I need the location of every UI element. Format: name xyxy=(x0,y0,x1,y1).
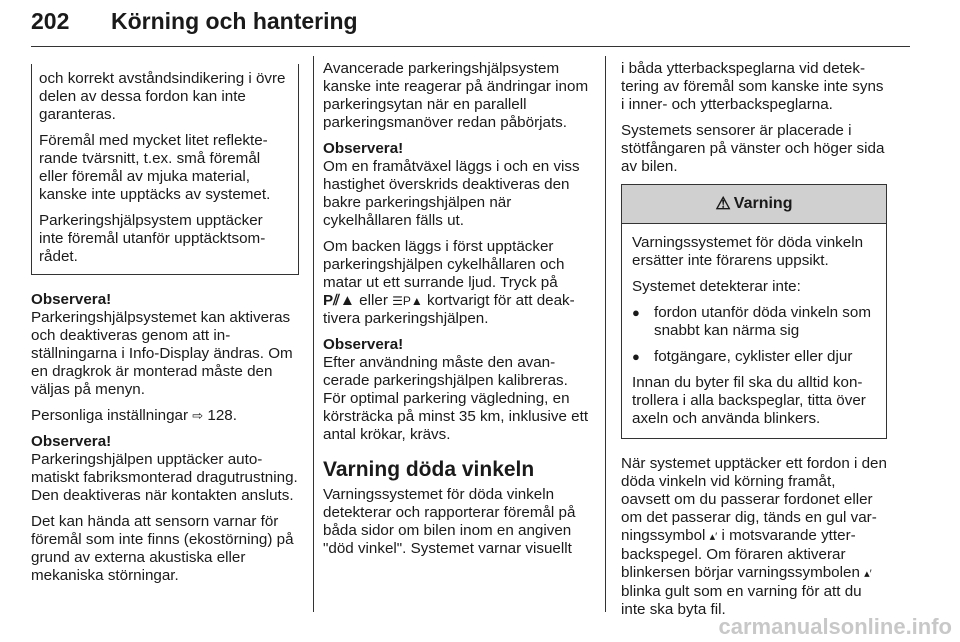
paragraph xyxy=(621,455,887,619)
page-number: 202 xyxy=(31,8,70,34)
paragraph: Systemets sensorer är placerade i stötfångaren på vänster och höger sida av bilen. xyxy=(621,122,885,175)
reference-arrow-icon: ⇨ xyxy=(192,408,204,423)
warning-triangle-icon: ⚠ xyxy=(715,194,731,213)
watermark: carmanualsonline.info xyxy=(718,614,952,639)
box-paragraph: och korrekt avståndsindikering i övre delen av dessa fordon kan inte garanteras. xyxy=(39,70,286,123)
paragraph-text: blinka gult som en varning för att du inte ska byta fil. xyxy=(621,583,862,618)
note-text: Om en framåtväxel läggs i och en viss hastighet överskrids deaktiveras den bakre parkeringshjälpen när cykelhållaren fälls ut. xyxy=(323,158,580,229)
paragraph-text: eller xyxy=(359,292,388,309)
list-item-text: fotgängare, cyklister eller djur xyxy=(654,348,853,365)
paragraph: i båda ytterbackspeglarna vid detektering av föremål som kanske inte syns i inner- och ytterbackspeglarna. xyxy=(621,60,884,113)
warning-box xyxy=(621,184,887,439)
box-paragraph: Föremål med mycket litet reflekterande tvärsnitt, t.ex. små föremål eller föremål av mjuka material, kanske inte upptäcks av systemet. xyxy=(39,132,271,203)
continued-note-box xyxy=(31,64,299,275)
paragraph: Avancerade parkeringshjälpsystem kanske inte reagerar på ändringar inom parkeringsytan när en parallell parkeringsmanöver redan påbörjats. xyxy=(323,60,589,131)
section-title: Körning och hantering xyxy=(111,8,358,34)
blind-spot-symbol-icon: ▴′ xyxy=(864,568,872,580)
paragraph-text: i motsvarande ytterbackspegel. Om föraren aktiverar blinkersen börjar varningssymbolen xyxy=(621,527,860,581)
reference-page: 128. xyxy=(207,407,237,424)
box-paragraph: Parkeringshjälpsystem upptäcker inte föremål utanför upptäcktsområdet. xyxy=(39,212,266,265)
blind-spot-symbol-icon: ▴′ xyxy=(709,531,718,543)
warning-paragraph: Innan du byter fil ska du alltid kontrollera i alla backspeglar, titta över axeln och använda blinkers. xyxy=(632,374,866,427)
warning-paragraph: Systemet detekterar inte: xyxy=(632,278,801,295)
bullet-icon: ● xyxy=(632,349,640,364)
note-text: Parkeringshjälpsystemet kan aktiveras och deaktiveras genom att inställningarna i Info-Display ändras. Om en dragkrok är monterad måste den väljas på menyn. xyxy=(31,309,293,398)
note-label: Observera! xyxy=(31,291,112,308)
note-text: Efter användning måste den avancerade parkeringshjälpen kalibreras. För optimal parkering vägledning, en körsträcka på minst 35 km, inklusive ett antal krökar, krävs. xyxy=(323,354,589,443)
paragraph-text: När systemet upptäcker ett fordon i den döda vinkeln vid körning framåt, oavsett om du passerar fordonet eller om det passerar dig, tänds en gul varningssymbol xyxy=(621,455,887,544)
warning-header xyxy=(622,185,886,224)
bullet-icon: ● xyxy=(632,305,640,320)
column-2 xyxy=(323,60,593,566)
list-item xyxy=(632,304,876,340)
reference-text: Personliga inställningar xyxy=(31,407,189,424)
section-heading: Varning döda vinkeln xyxy=(323,458,535,481)
column-1 xyxy=(31,64,299,593)
list-item xyxy=(632,348,876,366)
note-label: Observera! xyxy=(323,336,404,353)
paragraph: Det kan hända att sensorn varnar för föremål som inte finns (ekostörning) på grund av externa akustiska eller mekaniska störningar. xyxy=(31,513,294,584)
cross-reference xyxy=(31,407,299,425)
list-item-text: fordon utanför döda vinkeln som snabbt kan närma sig xyxy=(654,304,871,339)
column-separator-1 xyxy=(313,56,314,612)
warning-body xyxy=(622,224,886,438)
note-text: Parkeringshjälpen upptäcker automatiskt fabriksmonterad dragutrustning. Den deaktiveras när kontakten ansluts. xyxy=(31,451,298,504)
paragraph xyxy=(323,238,593,328)
page-header xyxy=(31,6,911,46)
warning-paragraph: Varningssystemet för döda vinkeln ersätter inte förarens uppsikt. xyxy=(632,234,864,269)
paragraph-text: Om backen läggs i först upptäcker parkeringshjälpen cykelhållaren och matar ut ett surrande ljud. Tryck på xyxy=(323,238,565,291)
paragraph-text: kortvarigt för att deaktivera parkeringshjälpen. xyxy=(323,292,575,327)
note-label: Observera! xyxy=(31,433,112,450)
paragraph: Varningssystemet för döda vinkeln detekterar och rapporterar föremål på båda sidor om bilen inom en angiven "död vinkel". Systemet varnar visuellt xyxy=(323,486,576,557)
note-label: Observera! xyxy=(323,140,404,157)
advanced-park-assist-button-icon: ☰P▲ xyxy=(392,294,423,308)
header-rule xyxy=(31,46,910,47)
column-separator-2 xyxy=(605,56,606,612)
column-3 xyxy=(621,60,887,627)
warning-title: Varning xyxy=(733,195,793,212)
park-assist-button-icon: P⫽▲ xyxy=(323,292,355,309)
